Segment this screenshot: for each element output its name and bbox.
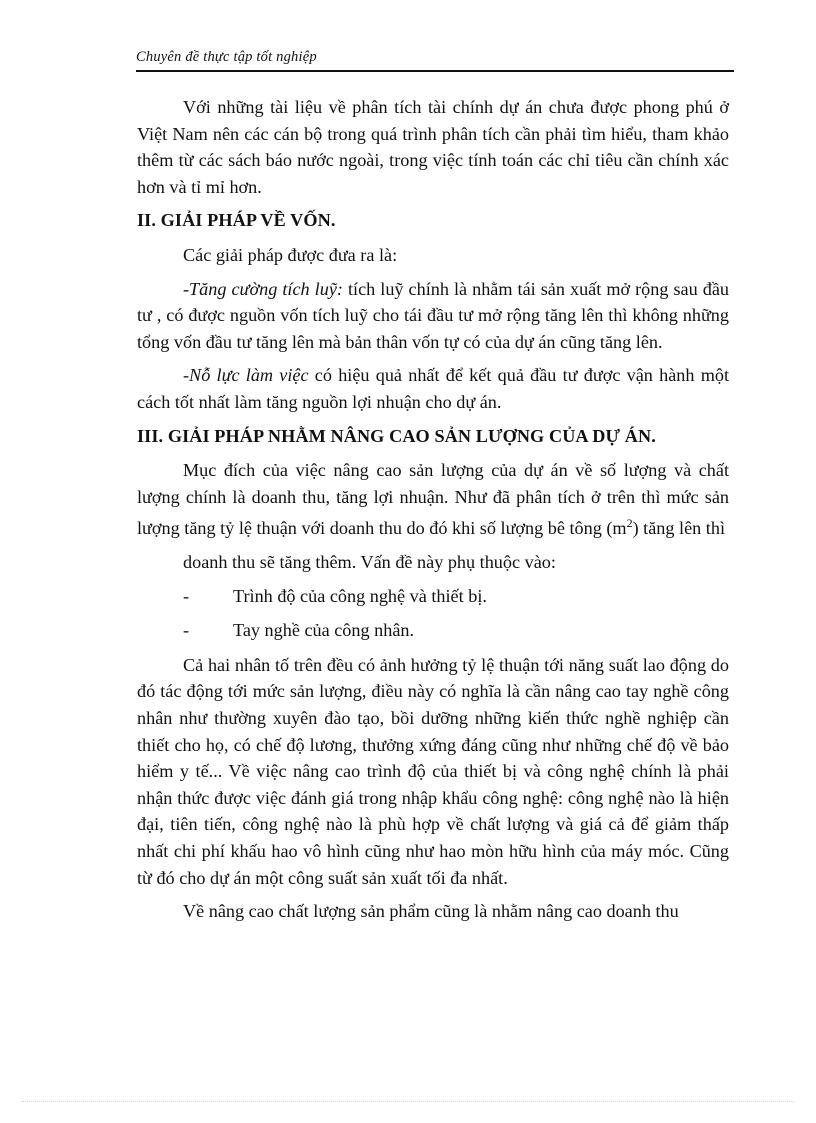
output-purpose-text: Mục đích của việc nâng cao sản lượng của dự án về số lượng và chất lượng chính là doanh thu, tăng lợi nhuận. Như đã phân tích ở trên thì mức sản lượng tăng tỷ lệ thuận với doanh thu do đó khi số lượng bê tông (m (137, 460, 729, 539)
paragraph-factors: Cả hai nhân tố trên đều có ảnh hưởng tỷ lệ thuận tới năng suất lao động do đó tác động tới mức sản lượng, điều này có nghĩa là cần nâng cao tay nghề công nhân như thường xuyên đào tạo, bồi dưỡng những kiến thức nghề nghiệp cần thiết cho họ, có chế độ lương, thưởng xứng đáng cũng như những chế độ về bảo hiểm y tế... Về việc nâng cao trình độ của thiết bị và công nghệ chính là phải nhận thức được việc đánh giá trong nhập khẩu công nghệ: công nghệ nào là hiện đại, tiên tiến, công nghệ nào là phù hợp về chất lượng và giá cả để giảm thấp nhất chi phí khấu hao vô hình cũng như hao mòn hữu hình của máy móc. Cũng từ đó cho dự án một công suất sản xuất tối đa nhất. (137, 654, 729, 888)
paragraph-work-effort (137, 362, 729, 415)
page-header-title: Chuyên đề thực tập tốt nghiệp (136, 49, 317, 65)
heading-capital-solutions: II. GIẢI PHÁP VỀ VỐN. (137, 210, 336, 231)
superscript-two: 2 (626, 516, 633, 531)
work-effort-label: -Nỗ lực làm việc (183, 365, 309, 386)
list-item-text: Tay nghề của công nhân. (233, 620, 415, 641)
paragraph-quality: Về nâng cao chất lượng sản phẩm cũng là nhằm nâng cao doanh thu (183, 901, 679, 922)
paragraph-output-purpose (137, 457, 729, 542)
accumulation-label: -Tăng cường tích luỹ: (183, 278, 343, 299)
output-purpose-end: ) tăng lên thì (632, 518, 726, 539)
bullet-dash: - (183, 585, 190, 606)
list-item-text: Trình độ của công nghệ và thiết bị. (233, 585, 487, 606)
paragraph-solutions-intro: Các giải pháp được đưa ra là: (183, 244, 398, 265)
paragraph-accumulation (137, 276, 729, 356)
list-item (183, 617, 729, 644)
document-body (137, 94, 729, 932)
page-bottom-divider (22, 1101, 794, 1102)
heading-output-solutions: III. GIẢI PHÁP NHẰM NÂNG CAO SẢN LƯỢNG CỦA DỰ ÁN. (137, 425, 656, 446)
bullet-dash: - (183, 620, 190, 641)
paragraph-financial-analysis: Với những tài liệu về phân tích tài chính dự án chưa được phong phú ở Việt Nam nên các cán bộ trong quá trình phân tích cần phải tìm hiểu, tham khảo thêm từ các sách báo nước ngoài, trong việc tính toán các chỉ tiêu cần chính xác hơn và tỉ mỉ hơn. (137, 97, 729, 197)
work-effort-text: có hiệu quả nhất để kết quả đầu tư được vận hành một cách tốt nhất làm tăng nguồn lợi nhuận cho dự án. (137, 365, 729, 412)
paragraph-revenue-depends: doanh thu sẽ tăng thêm. Vấn đề này phụ thuộc vào: (183, 551, 556, 572)
list-item (183, 583, 729, 610)
accumulation-text: tích luỹ chính là nhằm tái sản xuất mở rộng sau đầu tư , có được nguồn vốn tích luỹ cho tái đầu tư mở rộng tăng lên thì không những tổng vốn đầu tư tăng lên mà bản thân vốn tự có của dự án cũng tăng lên. (137, 278, 729, 352)
page-header (136, 48, 734, 72)
